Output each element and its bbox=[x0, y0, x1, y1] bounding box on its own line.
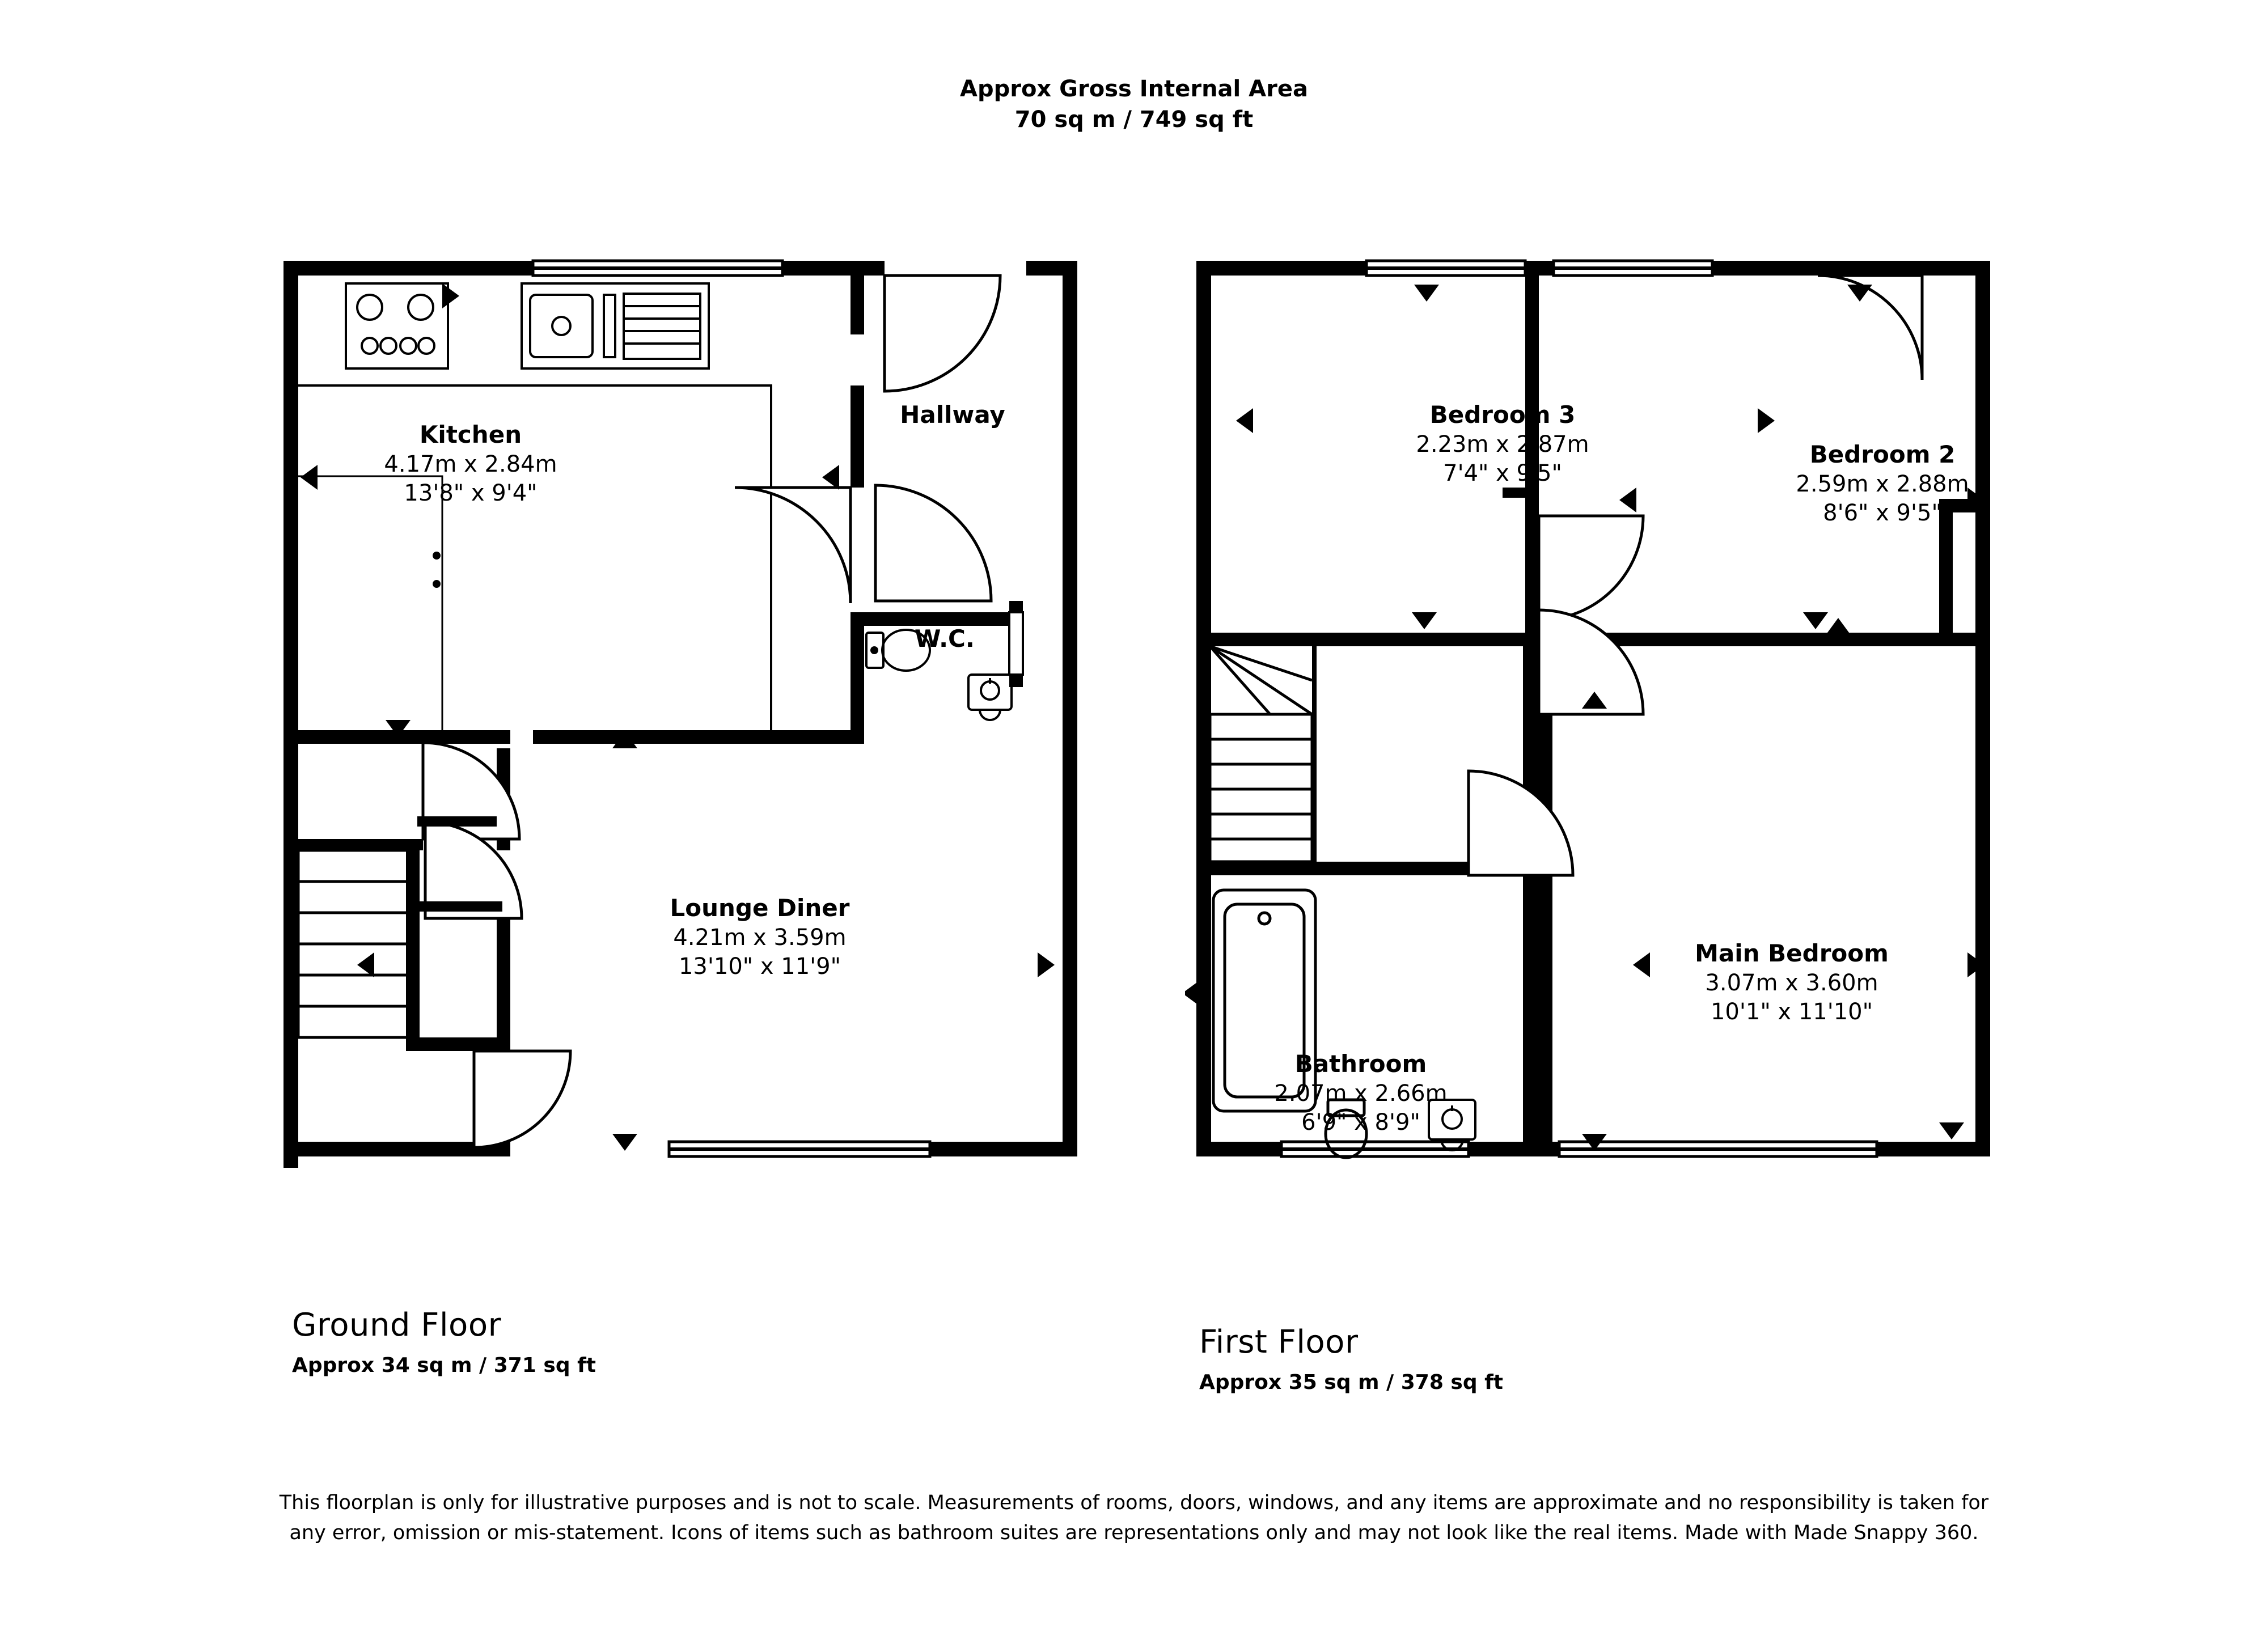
staircase-first bbox=[1210, 646, 1317, 862]
room-dim-metric: 4.21m x 3.59m bbox=[673, 924, 847, 951]
door-wc bbox=[875, 485, 991, 601]
floor-area: Approx 35 sq m / 378 sq ft bbox=[1199, 1371, 1504, 1394]
room-name: Bedroom 3 bbox=[1429, 401, 1576, 429]
room-label-hallway bbox=[900, 400, 1005, 430]
wall-bottom-right bbox=[930, 1142, 1077, 1156]
first-floor-caption bbox=[1199, 1324, 1503, 1394]
door-frame-bed3 bbox=[1503, 488, 1539, 498]
room-dim-imperial: 10'1" x 11'10" bbox=[1710, 998, 1873, 1025]
room-name: W.C. bbox=[915, 625, 975, 653]
wall-bed3-right-lower bbox=[1525, 488, 1539, 646]
ground-floor-caption bbox=[292, 1307, 596, 1377]
room-name: Bathroom bbox=[1294, 1050, 1427, 1078]
wall-internal-lounge-top bbox=[533, 730, 850, 744]
window-bathroom-rear bbox=[1281, 1142, 1469, 1156]
floor-title: First Floor bbox=[1199, 1324, 1359, 1361]
window-wc-side bbox=[1009, 612, 1023, 675]
door-front bbox=[885, 276, 1000, 391]
room-name: Lounge Diner bbox=[670, 894, 850, 922]
window-bed3-front bbox=[1366, 261, 1525, 276]
room-label-bedroom-3 bbox=[1416, 400, 1589, 488]
wall-top-left bbox=[284, 261, 533, 276]
door-frame-bed2 bbox=[1888, 265, 1939, 276]
wall-hall-lounge bbox=[497, 918, 510, 1051]
stair-wall-bottom bbox=[406, 1037, 508, 1051]
kitchen-counter-inner bbox=[298, 476, 442, 737]
room-dim-imperial: 6'9" x 8'9" bbox=[1301, 1109, 1420, 1135]
wall-top-left bbox=[1196, 261, 1366, 276]
wall-hallway-left-top bbox=[850, 261, 864, 334]
room-name: Bedroom 2 bbox=[1809, 440, 1956, 468]
sink-icon bbox=[522, 283, 709, 368]
door-understairs bbox=[474, 1051, 570, 1147]
room-dim-metric: 2.59m x 2.88m bbox=[1796, 471, 1969, 497]
room-label-bedroom-2 bbox=[1796, 439, 1969, 528]
wall-bathroom-right bbox=[1523, 862, 1539, 1156]
room-dim-metric: 2.23m x 2.87m bbox=[1416, 431, 1589, 457]
stair-wall-right bbox=[406, 839, 420, 1049]
door-bed2 bbox=[1818, 276, 1922, 380]
gross-internal-area-header bbox=[0, 74, 2268, 135]
window-bed2-front bbox=[1554, 261, 1712, 276]
wall-landing-left bbox=[1196, 646, 1210, 1156]
wall-top-right bbox=[782, 261, 885, 276]
room-label-main-bedroom bbox=[1695, 938, 1889, 1027]
floor-area: Approx 34 sq m / 371 sq ft bbox=[292, 1354, 596, 1377]
gia-value: 70 sq m / 749 sq ft bbox=[1014, 107, 1254, 133]
staircase-ground bbox=[298, 850, 417, 1037]
room-dim-metric: 2.07m x 2.66m bbox=[1274, 1080, 1448, 1107]
room-label-kitchen bbox=[384, 420, 557, 508]
wall-left-lower bbox=[284, 737, 298, 1168]
first-floor-plan bbox=[1185, 249, 2024, 1270]
room-dim-metric: 3.07m x 3.60m bbox=[1705, 969, 1878, 996]
door-bathroom bbox=[1469, 771, 1573, 875]
room-name: Main Bedroom bbox=[1695, 939, 1889, 967]
room-dim-imperial: 13'10" x 11'9" bbox=[678, 953, 841, 980]
room-dim-imperial: 8'6" x 9'5" bbox=[1823, 499, 1942, 526]
ground-floor-plan bbox=[272, 249, 1111, 1270]
door-kitchen bbox=[735, 488, 850, 603]
room-label-lounge-diner bbox=[670, 893, 850, 981]
appliance-marks bbox=[433, 552, 441, 588]
wall-left-upper bbox=[284, 261, 298, 737]
wall-wc-right-a bbox=[1009, 601, 1023, 613]
door-frame-a bbox=[417, 816, 497, 827]
window-main-bedroom-rear bbox=[1559, 1142, 1877, 1156]
door-bed3 bbox=[1539, 516, 1643, 620]
wall-wc-left bbox=[850, 612, 864, 744]
window-lounge-rear bbox=[669, 1142, 930, 1156]
wall-top-right bbox=[1712, 261, 1990, 276]
door-frame-b bbox=[417, 901, 502, 912]
stair-wall-top bbox=[293, 839, 423, 850]
wall-landing-right-upper bbox=[1523, 646, 1539, 714]
wall-hallway-left-upper bbox=[850, 385, 864, 488]
room-name: Kitchen bbox=[419, 421, 522, 448]
room-dim-imperial: 7'4" x 9'5" bbox=[1443, 460, 1562, 486]
wall-right bbox=[1063, 261, 1077, 1156]
window-kitchen-front bbox=[533, 261, 782, 276]
wall-right bbox=[1975, 261, 1990, 1156]
room-label-bathroom bbox=[1274, 1049, 1447, 1137]
wall-bottom-left bbox=[284, 1142, 476, 1156]
gia-title: Approx Gross Internal Area bbox=[960, 76, 1308, 102]
floor-title: Ground Floor bbox=[292, 1307, 502, 1344]
hob-icon bbox=[346, 283, 448, 368]
room-name: Hallway bbox=[900, 401, 1005, 429]
disclaimer-text: This floorplan is only for illustrative purposes and is not to scale. Measurements of rooms, doors, windows, and any items are approximate and no responsibility is taken for any error, omission or mis-statement. Icons of items such as bathroom suites are representations only and may not look like the real items. Made with Made Snappy 360. bbox=[279, 1492, 1989, 1544]
basin-icon bbox=[968, 675, 1012, 720]
room-dim-metric: 4.17m x 2.84m bbox=[384, 451, 557, 477]
room-label-wc bbox=[915, 624, 975, 654]
room-dim-imperial: 13'8" x 9'4" bbox=[404, 480, 538, 506]
wall-main-bedroom-left bbox=[1539, 703, 1552, 1156]
wall-bed3-bottom bbox=[1196, 633, 1539, 646]
wall-bottom-right bbox=[1877, 1142, 1990, 1156]
